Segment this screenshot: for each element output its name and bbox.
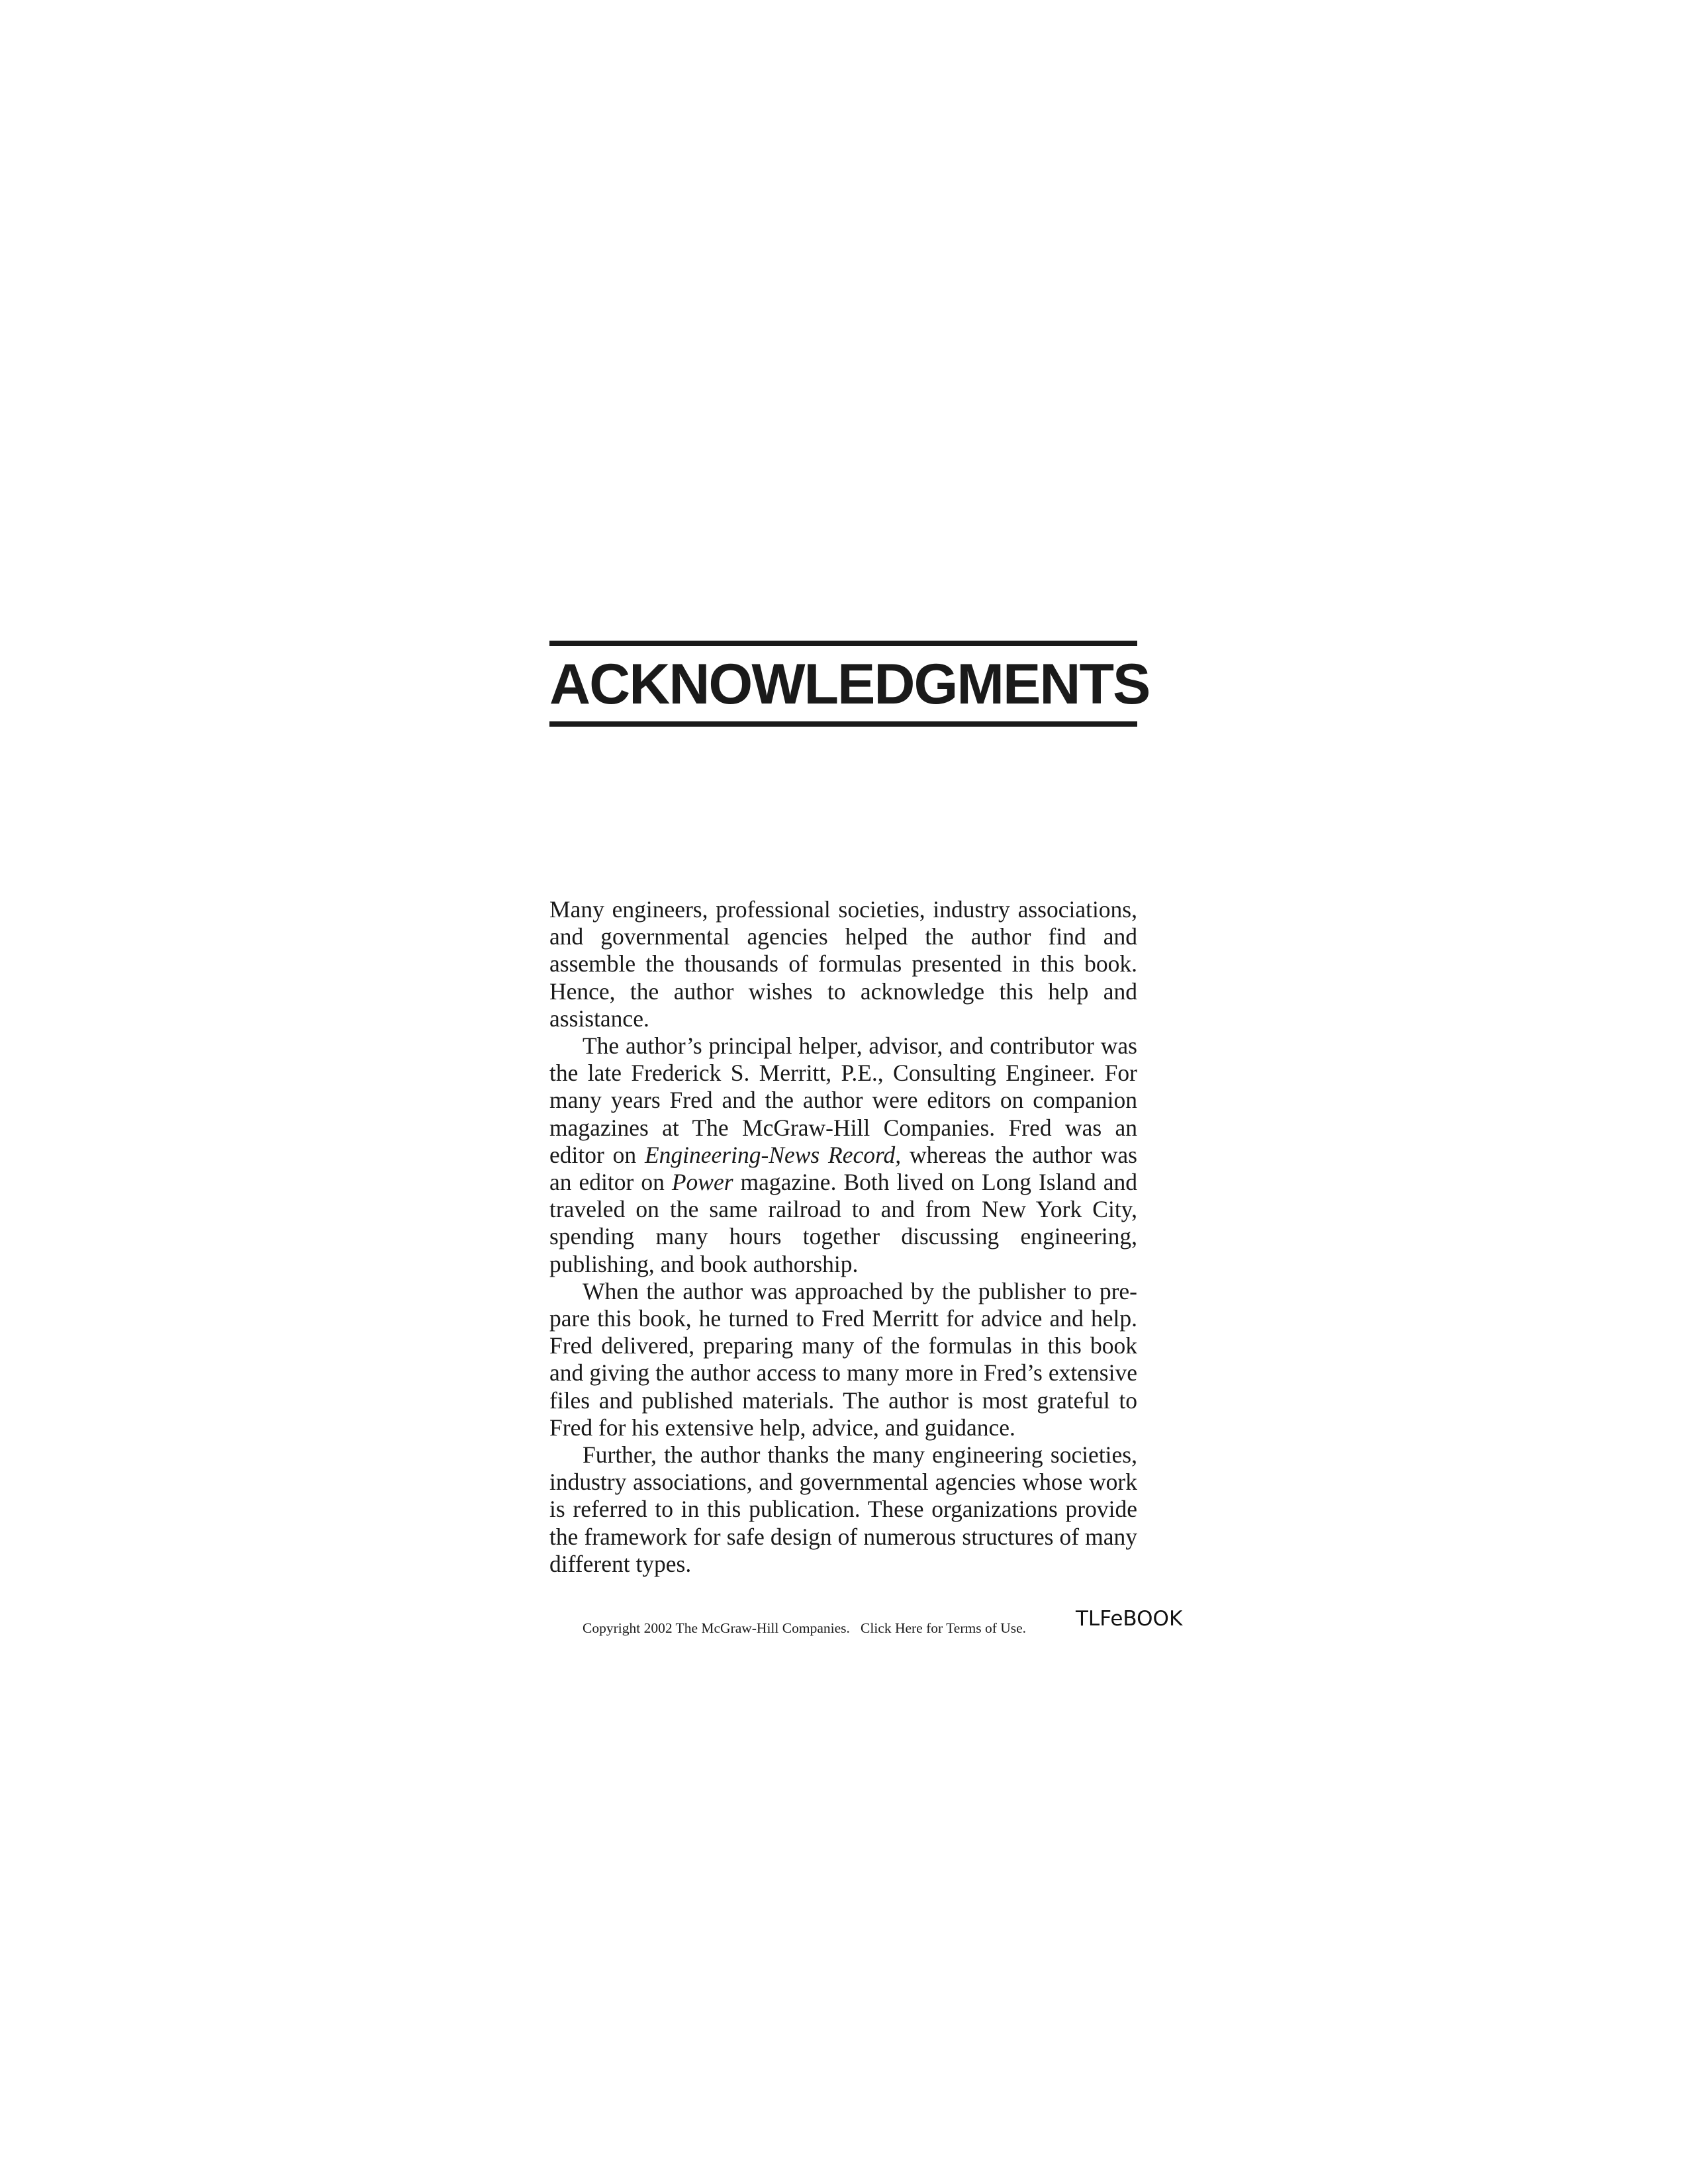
paragraph-text: Many engineers, professional societies, industry associations, and governmental agencies helped the author find and assemble the thousands of formulas presented in this book. Hence, the author wishes to acknowledge this help and assistance. bbox=[549, 896, 1137, 1032]
publication-title-enr: Engineering-News Record, bbox=[644, 1141, 902, 1168]
title-block bbox=[549, 641, 1150, 727]
copyright-footer bbox=[583, 1620, 1026, 1637]
title-rule-top bbox=[549, 641, 1137, 646]
paragraph-societies bbox=[549, 1441, 1137, 1578]
watermark-label: TLFeBOOK bbox=[1076, 1607, 1183, 1631]
paragraph-merritt bbox=[549, 1032, 1137, 1278]
paragraph-text: Further, the author thanks the many engineering societies, industry associations, and governmental agencies whose work is referred to in this publication. These organizations provide the framework for safe design of numerous structures of many different types. bbox=[549, 1441, 1137, 1577]
terms-of-use-link[interactable]: Click Here for Terms of Use. bbox=[861, 1620, 1027, 1636]
paragraph-text: The author’s principal helper, advisor, and contributor was the late Frederick S. Merritt, P.E., Consulting Engineer. For many years Fred and the author were editors on companion magazines at The McGraw-Hill Companies. Fred was an editor on bbox=[549, 1032, 1137, 1168]
title-rule-bottom bbox=[549, 721, 1137, 727]
paragraph-publisher bbox=[549, 1278, 1137, 1441]
paragraph-text: whereas the author was an editor on bbox=[549, 1141, 1137, 1196]
body-text bbox=[549, 896, 1137, 1578]
publication-title-power: Power bbox=[671, 1169, 733, 1196]
copyright-text: Copyright 2002 The McGraw-Hill Companies. bbox=[583, 1620, 850, 1636]
paragraph-text: magazine. Both lived on Long Island and traveled on the same railroad to and from New York City, spending many hours together discussing engineering, publishing, and book authorship. bbox=[549, 1169, 1137, 1277]
paragraph-intro bbox=[549, 896, 1137, 1032]
page-title: ACKNOWLEDGMENTS bbox=[549, 653, 1150, 716]
paragraph-text: When the author was approached by the publisher to prepare this book, he turned to Fred Merritt for advice and help. Fred delivered, preparing many of the formulas in this book and giving the author access to many more in Fred’s extensive files and published materials. The author is most grateful to Fred for his extensive help, advice, and guidance. bbox=[549, 1277, 1137, 1441]
